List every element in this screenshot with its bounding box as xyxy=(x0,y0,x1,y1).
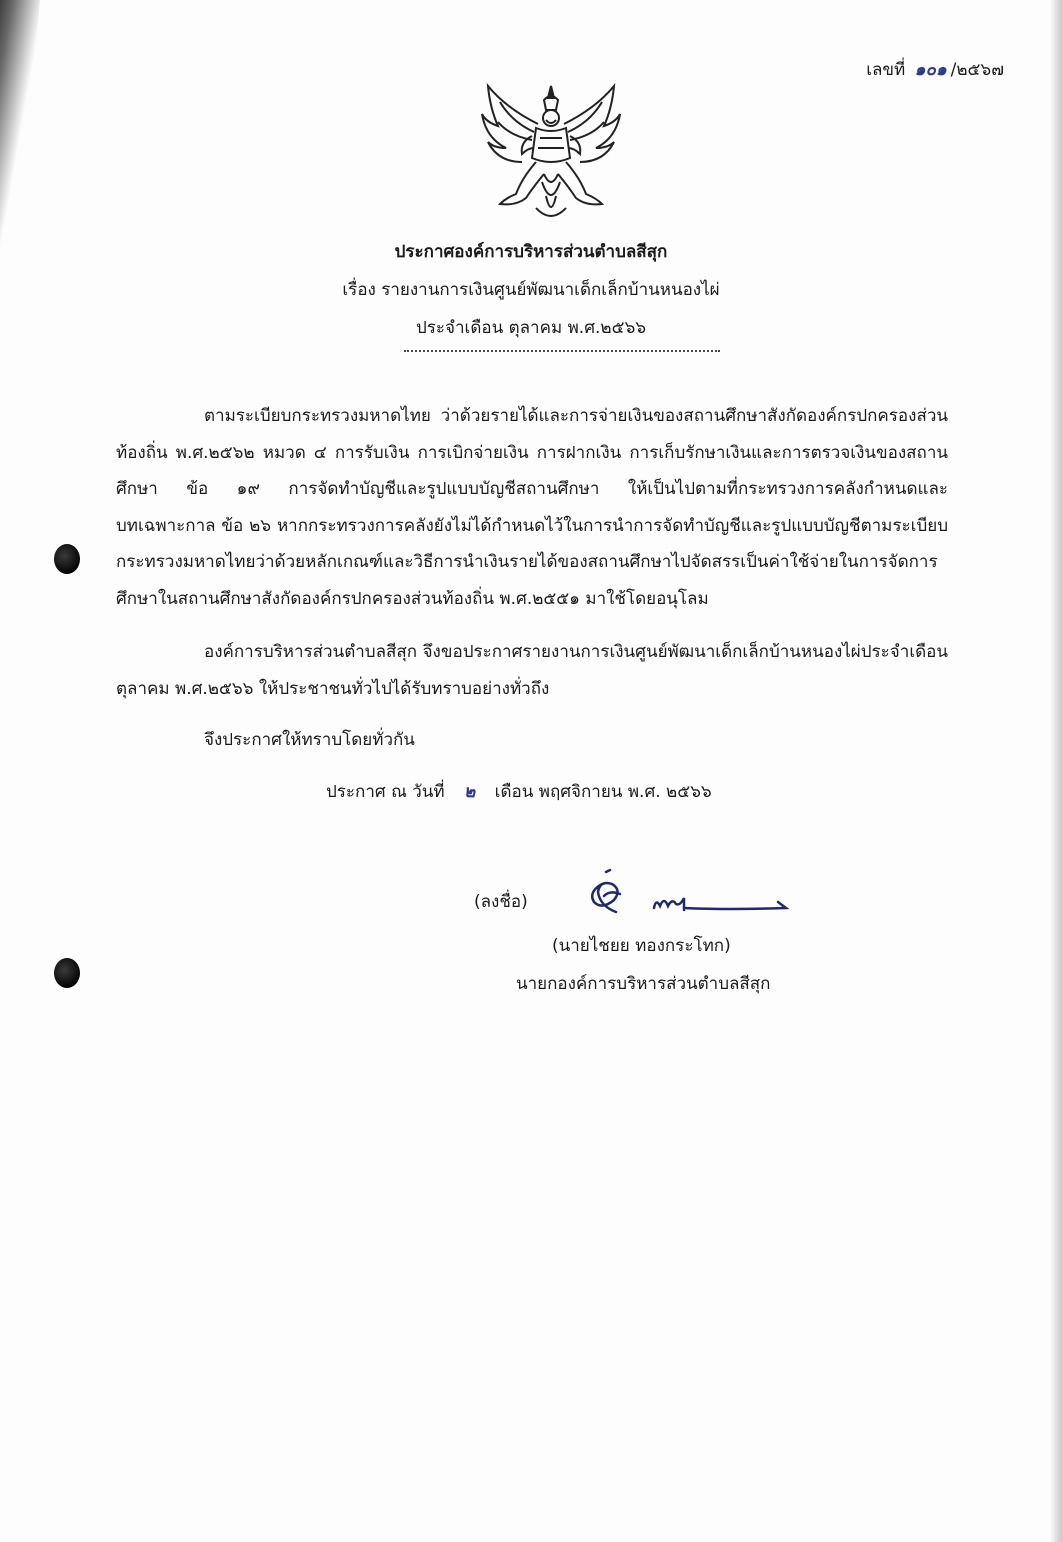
announcement-title: ประกาศองค์การบริหารส่วนตำบลสีสุก xyxy=(394,242,668,262)
garuda-emblem-icon xyxy=(476,78,626,228)
body-paragraph-2 xyxy=(116,634,948,707)
signature-label: (ลงชื่อ) xyxy=(474,892,528,912)
announcement-subject: เรื่อง รายงานการเงินศูนย์พัฒนาเด็กเล็กบ้านหนองไผ่ xyxy=(342,280,720,300)
document-number xyxy=(866,56,1004,83)
document-number-handwritten: ๑๐๑ xyxy=(914,60,947,80)
announcement-date-suffix: เดือน พฤศจิกายน พ.ศ. ๒๕๖๖ xyxy=(494,782,712,802)
announcement-date xyxy=(326,778,712,805)
announcement-day-handwritten: ๒ xyxy=(464,782,476,802)
body-paragraph-1-text: ตามระเบียบกระทรวงมหาดไทย ว่าด้วยรายได้และการจ่ายเงินของสถานศึกษาสังกัดองค์กรปกครองส่วนท้องถิ่น พ.ศ.๒๕๖๒ หมวด ๔ การรับเงิน การเบิกจ่ายเงิน การฝากเงิน การเก็บรักษาเงินและการตรวจเงินของสถานศึกษา ข้อ ๑๙ การจัดทำบัญชีและรูปแบบบัญชีสถานศึกษา ให้เป็นไปตามที่กระทรวงการคลังกำหนดและบทเฉพาะกาล ข้อ ๒๖ หากกระทรวงการคลังยังไม่ได้กำหนดไว้ในการนำการจัดทำบัญชีและรูปแบบบัญชีตามระเบียบกระทรวงมหาดไทยว่าด้วยหลักเกณฑ์และวิธีการนำเงินรายได้ของสถานศึกษาไปจัดสรรเป็นค่าใช้จ่ายในการจัดการศึกษาในสถานศึกษาสังกัดองค์กรปกครองส่วนท้องถิ่น พ.ศ.๒๕๕๑ มาใช้โดยอนุโลม xyxy=(116,406,948,609)
body-paragraph-3: จึงประกาศให้ทราบโดยทั่วกัน xyxy=(204,730,415,750)
signer-position: นายกองค์การบริหารส่วนตำบลสีสุก xyxy=(516,974,771,994)
handwritten-signature xyxy=(580,862,800,932)
body-paragraph-1 xyxy=(116,398,948,617)
dotted-divider xyxy=(404,350,720,352)
document-number-year: /๒๕๖๗ xyxy=(950,60,1004,80)
scan-edge-right xyxy=(1050,0,1062,1542)
punch-hole-bottom xyxy=(54,958,80,988)
announcement-date-prefix: ประกาศ ณ วันที่ xyxy=(326,782,445,802)
body-paragraph-2-text: องค์การบริหารส่วนตำบลสีสุก จึงขอประกาศรายงานการเงินศูนย์พัฒนาเด็กเล็กบ้านหนองไผ่ประจำเดือน ตุลาคม พ.ศ.๒๕๖๖ ให้ประชาชนทั่วไปได้รับทราบอย่างทั่วถึง xyxy=(116,642,948,699)
signer-name: (นายไชยย ทองกระโทก) xyxy=(552,936,731,956)
announcement-period: ประจำเดือน ตุลาคม พ.ศ.๒๕๖๖ xyxy=(415,318,647,338)
punch-hole-top xyxy=(54,544,80,574)
document-number-label: เลขที่ xyxy=(866,60,906,80)
